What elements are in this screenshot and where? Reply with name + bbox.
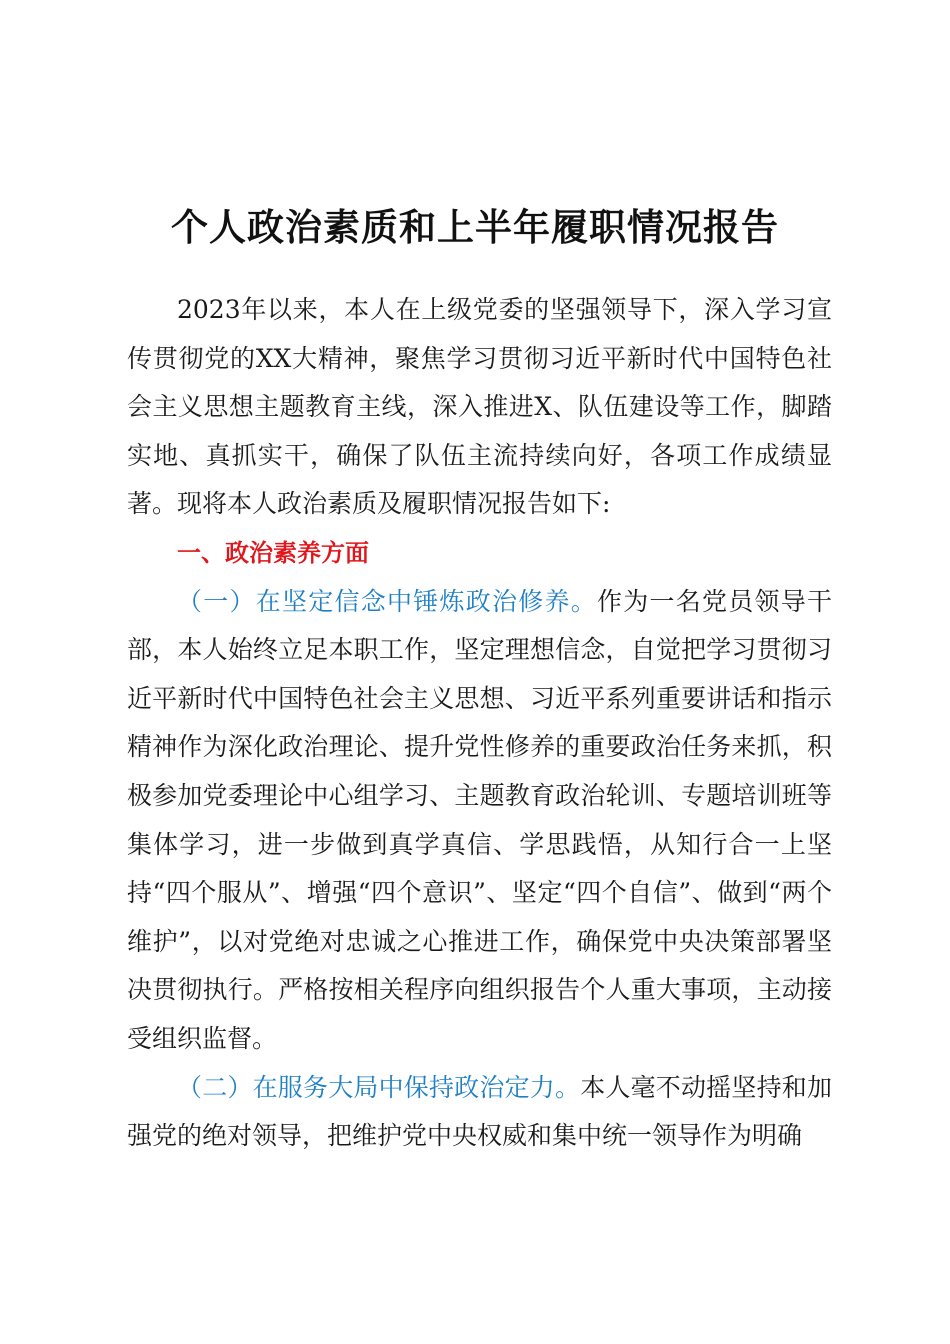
item-1-text: 作为一名党员领导干部，本人始终立足本职工作，坚定理想信念，自觉把学习贯彻习近平新时代中国特色社会主义思想、习近平系列重要讲话和指示精神作为深化政治理论、提升党性修养的重要政治任务来抓，积极参加党委理论中心组学习、主题教育政治轮训、专题培训班等集体学习，进一步做到真学真信、学思践悟，从知行合一上坚持“四个服从”、增强“四个意识”、坚定“四个自信”、做到“两个维护”，以对党绝对忠诚之心推进工作，确保党中央决策部署坚决贯彻执行。严格按相关程序向组织报告个人重大事项，主动接受组织监督。	[127, 586, 832, 1053]
item-2-subheading: （二）在服务大局中保持政治定力。	[177, 1072, 581, 1102]
section-1-item-1	[127, 578, 832, 1064]
document-title: 个人政治素质和上半年履职情况报告	[171, 205, 779, 249]
section-heading	[127, 529, 832, 578]
section-1-item-2	[127, 1064, 832, 1161]
document-body	[127, 286, 832, 1161]
section-1-heading: 一、政治素养方面	[177, 538, 369, 567]
intro-paragraph: 2023年以来，本人在上级党委的坚强领导下，深入学习宣传贯彻党的XX大精神，聚焦学习贯彻习近平新时代中国特色社会主义思想主题教育主线，深入推进X、队伍建设等工作，脚踏实地、真抓实干，确保了队伍主流持续向好，各项工作成绩显著。现将本人政治素质及履职情况报告如下:	[127, 295, 832, 519]
item-1-subheading: （一）在坚定信念中锤炼政治修养。	[177, 586, 597, 616]
item-2-text: 本人毫不动摇坚持和加强党的绝对领导，把维护党中央权威和集中统一领导作为明确	[127, 1072, 832, 1151]
